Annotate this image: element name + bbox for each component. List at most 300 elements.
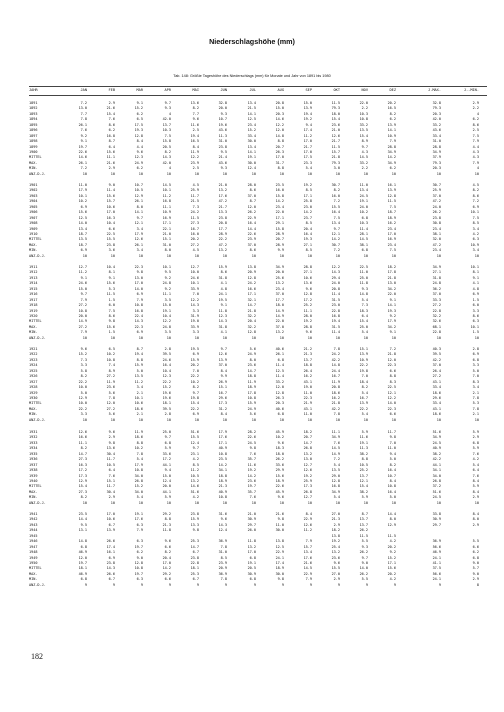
table-cell: 10.8 bbox=[247, 395, 256, 400]
table-cell: 42.2 bbox=[331, 406, 340, 411]
table-cell: 37.0 bbox=[247, 193, 256, 198]
table-cell: 9.7 bbox=[361, 555, 368, 560]
table-cell: 12.7 bbox=[190, 265, 199, 269]
table-cell: 33.6 bbox=[162, 451, 171, 456]
row-label: 1902 bbox=[29, 188, 38, 193]
table-cell: 7.8 bbox=[108, 395, 115, 400]
row-label: 1901 bbox=[29, 183, 38, 187]
table-cell: 27.0 bbox=[331, 512, 340, 516]
table-cell: 20.4 bbox=[247, 319, 256, 324]
table-cell: 10 bbox=[194, 253, 199, 258]
table-cell: 8.7 bbox=[361, 512, 368, 516]
table-cell: 4.3 bbox=[472, 155, 479, 160]
table-cell: 14.9 bbox=[275, 313, 284, 318]
table-cell: 36.9 bbox=[218, 571, 227, 576]
table-cell: 24.0 bbox=[432, 204, 441, 209]
table-cell: 20.2 bbox=[190, 237, 199, 242]
table-cell: 10.4 bbox=[106, 265, 115, 269]
table-cell: 22.1 bbox=[162, 226, 171, 231]
table-cell: 18.7 bbox=[78, 231, 87, 236]
table-cell: 10 bbox=[222, 335, 227, 340]
table-cell: 19.3 bbox=[303, 237, 312, 242]
table-cell: 22.0 bbox=[275, 319, 284, 324]
table-cell: 34.9 bbox=[331, 489, 340, 494]
table-cell: 23.0 bbox=[303, 204, 312, 209]
table-cell: 16.0 bbox=[331, 193, 340, 198]
table-cell: 5.4 bbox=[333, 495, 340, 500]
row-label: MIN. bbox=[29, 248, 38, 253]
table-cell: 4.1 bbox=[472, 281, 479, 286]
table-cell: 22.5 bbox=[387, 385, 396, 390]
table-cell: 26.2 bbox=[247, 210, 256, 215]
table-cell: 9.0 bbox=[361, 560, 368, 565]
table-cell: 11.9 bbox=[247, 379, 256, 384]
table-cell: 17.2 bbox=[162, 457, 171, 462]
table-cell: 27.1 bbox=[303, 242, 312, 247]
table-cell: 20.3 bbox=[432, 166, 441, 171]
table-cell: 16.6 bbox=[78, 435, 87, 440]
table-cell: 6.4 bbox=[108, 468, 115, 473]
table-cell: 13.9 bbox=[359, 352, 368, 357]
header-col-8: AUG bbox=[277, 88, 284, 92]
row-label: MITTEL bbox=[29, 237, 42, 242]
table-cell: 20.2 bbox=[387, 571, 396, 576]
table-cell: 9.6 bbox=[136, 149, 143, 154]
table-cell: 12.5 bbox=[247, 117, 256, 122]
table-cell: 20.4 bbox=[303, 226, 312, 231]
table-cell: 38.2 bbox=[359, 489, 368, 494]
table-cell: 17.0 bbox=[134, 281, 143, 286]
row-label: 1900 bbox=[29, 149, 38, 154]
table-cell: 25.0 bbox=[359, 324, 368, 329]
table-cell: 23.8 bbox=[432, 215, 441, 220]
table-cell: 6.7 bbox=[192, 577, 199, 582]
table-cell: 22.6 bbox=[78, 149, 87, 154]
table-cell: 10 bbox=[166, 171, 171, 176]
table-cell: 37.0 bbox=[275, 292, 284, 297]
table-cell: 9.6 bbox=[305, 286, 312, 291]
table-cell: 7.6 bbox=[249, 451, 256, 456]
table-cell: 10 bbox=[474, 335, 479, 340]
table-cell: 17.0 bbox=[106, 512, 115, 516]
table-cell: 6.2 bbox=[472, 117, 479, 122]
table-cell: 10 bbox=[335, 253, 340, 258]
table-cell: 15.5 bbox=[331, 566, 340, 571]
table-cell: 20.2 bbox=[387, 544, 396, 549]
table-cell: 15.7 bbox=[106, 199, 115, 204]
table-cell: 28.2 bbox=[247, 430, 256, 434]
table-cell: 51.6 bbox=[432, 489, 441, 494]
table-cell: 6.9 bbox=[80, 204, 87, 209]
table-cell: 28.0 bbox=[247, 183, 256, 187]
table-cell: 12.0 bbox=[78, 555, 87, 560]
table-cell: 23.3 bbox=[303, 160, 312, 165]
table-cell: 40.9 bbox=[218, 446, 227, 451]
table-cell: 31.6 bbox=[218, 512, 227, 516]
table-cell: 8.5 bbox=[305, 221, 312, 226]
table-cell: 13.2 bbox=[218, 188, 227, 193]
table-cell: 43.1 bbox=[432, 379, 441, 384]
table-cell: 10 bbox=[279, 171, 284, 176]
table-cell: 27.2 bbox=[106, 406, 115, 411]
table-cell: 10 bbox=[82, 253, 87, 258]
table-cell: 30.4 bbox=[106, 451, 115, 456]
table-cell: 33.8 bbox=[432, 512, 441, 516]
table-cell: 7.8 bbox=[136, 451, 143, 456]
table-cell: 10 bbox=[166, 417, 171, 422]
table-cell: 29.1 bbox=[275, 221, 284, 226]
table-cell: 14.7 bbox=[247, 368, 256, 373]
table-cell: 29.9 bbox=[275, 468, 284, 473]
table-cell: 4 bbox=[168, 166, 171, 171]
table-cell: 10 bbox=[251, 417, 256, 422]
table-cell: 12.7 bbox=[78, 265, 87, 269]
table-cell: 3.3 bbox=[80, 363, 87, 368]
table-cell: 17.8 bbox=[387, 270, 396, 275]
row-label: 1945 bbox=[29, 533, 38, 538]
table-cell: 11.0 bbox=[303, 412, 312, 417]
table-cell: 10 bbox=[222, 417, 227, 422]
table-cell: 14.0 bbox=[359, 566, 368, 571]
table-cell: 8.0 bbox=[472, 517, 479, 522]
table-cell: 24.8 bbox=[432, 281, 441, 286]
table-cell: 19.6 bbox=[162, 390, 171, 395]
table-cell: 18.6 bbox=[432, 412, 441, 417]
table-cell: 3.5 bbox=[164, 297, 171, 302]
table-cell: 16.3 bbox=[106, 215, 115, 220]
table-cell: 11.5 bbox=[106, 292, 115, 297]
row-label: 1895 bbox=[29, 122, 38, 127]
table-cell: 26.1 bbox=[134, 242, 143, 247]
table-cell: 45.9 bbox=[275, 489, 284, 494]
table-cell: 10 bbox=[307, 335, 312, 340]
table-cell: 11.4 bbox=[106, 188, 115, 193]
table-cell: 13.6 bbox=[106, 446, 115, 451]
table-cell: 4.2 bbox=[472, 457, 479, 462]
row-label: 1936 bbox=[29, 457, 38, 462]
table-cell: 8.6 bbox=[249, 188, 256, 193]
table-cell: 19.1 bbox=[359, 199, 368, 204]
table-cell: 10 bbox=[82, 171, 87, 176]
table-cell: 30.0 bbox=[275, 528, 284, 533]
table-cell: 37.9 bbox=[432, 155, 441, 160]
table-cell: 3.3 bbox=[192, 308, 199, 313]
table-cell: 15.4 bbox=[359, 319, 368, 324]
table-cell: 22.2 bbox=[359, 406, 368, 411]
table-cell: 5.9 bbox=[361, 430, 368, 434]
table-cell: 12.7 bbox=[303, 462, 312, 467]
row-label: 1934 bbox=[29, 446, 38, 451]
table-cell: 11.6 bbox=[359, 435, 368, 440]
table-cell: 31.5 bbox=[331, 324, 340, 329]
table-cell: 6.9 bbox=[80, 248, 87, 253]
table-cell: 2.8 bbox=[472, 347, 479, 351]
table-cell: 38.2 bbox=[432, 451, 441, 456]
table-cell: 7.6 bbox=[80, 128, 87, 133]
table-cell: 10.5 bbox=[134, 188, 143, 193]
decade-block bbox=[29, 265, 487, 341]
table-cell: 19.7 bbox=[134, 571, 143, 576]
header-col-7: JUL bbox=[249, 88, 256, 92]
table-cell: 8.5 bbox=[220, 555, 227, 560]
table-cell: 4.1 bbox=[220, 330, 227, 335]
row-label: MIN. bbox=[29, 330, 38, 335]
row-label: 1905 bbox=[29, 204, 38, 209]
table-cell: 7.9 bbox=[472, 160, 479, 165]
table-cell: 8.2 bbox=[361, 385, 368, 390]
table-cell: 9 bbox=[281, 582, 284, 587]
table-cell: 10.0 bbox=[78, 401, 87, 406]
table-cell: 6.8 bbox=[249, 555, 256, 560]
table-cell: 10.8 bbox=[387, 484, 396, 489]
table-cell: 14.1 bbox=[134, 210, 143, 215]
table-cell: 24.9 bbox=[247, 352, 256, 357]
table-cell: 17.3 bbox=[218, 401, 227, 406]
table-cell: 9.0 bbox=[136, 555, 143, 560]
table-cell: 21.6 bbox=[106, 160, 115, 165]
table-cell: 17.1 bbox=[162, 221, 171, 226]
table-cell: 31.9 bbox=[190, 313, 199, 318]
table-cell: 23.0 bbox=[331, 303, 340, 308]
table-cell: 10 bbox=[436, 417, 441, 422]
table-cell: 11.4 bbox=[275, 363, 284, 368]
table-cell: 6.4 bbox=[108, 144, 115, 149]
table-cell: 6.9 bbox=[472, 204, 479, 209]
table-cell: 8.3 bbox=[472, 379, 479, 384]
table-cell: 12.8 bbox=[303, 292, 312, 297]
row-label: 1912 bbox=[29, 270, 38, 275]
table-cell: 9.6 bbox=[305, 330, 312, 335]
table-cell: 11.5 bbox=[331, 101, 340, 105]
table-cell: 7.8 bbox=[80, 117, 87, 122]
table-cell: 14.9 bbox=[331, 451, 340, 456]
row-label: 1908 bbox=[29, 221, 38, 226]
table-cell: 6.4 bbox=[472, 468, 479, 473]
table-cell: 23.4 bbox=[387, 242, 396, 247]
table-cell: 10 bbox=[307, 253, 312, 258]
table-cell: 20.0 bbox=[162, 484, 171, 489]
table-cell: 9.8 bbox=[389, 435, 396, 440]
table-cell: 19.7 bbox=[78, 144, 87, 149]
table-cell: 12.5 bbox=[78, 215, 87, 220]
table-cell: 9 bbox=[253, 582, 256, 587]
row-label: ANZ.D.J. bbox=[29, 582, 46, 587]
table-row bbox=[29, 583, 487, 588]
table-cell: 13.2 bbox=[275, 330, 284, 335]
table-cell: 46.9 bbox=[78, 571, 87, 576]
table-cell: 17.0 bbox=[275, 155, 284, 160]
table-cell: 12.8 bbox=[134, 560, 143, 565]
table-cell: 10.8 bbox=[218, 495, 227, 500]
table-cell: 16.0 bbox=[275, 188, 284, 193]
table-cell: 7.7 bbox=[80, 111, 87, 116]
table-cell: 23.4 bbox=[247, 122, 256, 127]
table-cell: 11.1 bbox=[162, 204, 171, 209]
table-cell: 21.0 bbox=[331, 128, 340, 133]
table-cell: 13.2 bbox=[247, 544, 256, 549]
table-cell: 20.3 bbox=[432, 111, 441, 116]
table-cell: 23.5 bbox=[218, 457, 227, 462]
table-cell: 32.8 bbox=[218, 101, 227, 105]
table-cell: 5.0 bbox=[80, 390, 87, 395]
table-cell: 6.8 bbox=[249, 577, 256, 582]
table-cell: 2.9 bbox=[472, 577, 479, 582]
table-cell: 12.1 bbox=[359, 478, 368, 483]
table-cell: 34.1 bbox=[218, 468, 227, 473]
table-cell: 23.6 bbox=[331, 555, 340, 560]
table-cell: 6.9 bbox=[108, 555, 115, 560]
table-cell: 6.8 bbox=[361, 248, 368, 253]
table-cell: 16.1 bbox=[387, 183, 396, 187]
table-cell: 21.5 bbox=[190, 199, 199, 204]
table-cell: 19.2 bbox=[303, 473, 312, 478]
row-label: 1925 bbox=[29, 368, 38, 373]
table-cell: 10.8 bbox=[134, 468, 143, 473]
table-cell: 3.4 bbox=[472, 226, 479, 231]
table-cell: 2.9 bbox=[472, 101, 479, 105]
table-cell: 15.1 bbox=[218, 385, 227, 390]
table-cell: 40.9 bbox=[432, 446, 441, 451]
table-cell: 18.2 bbox=[303, 430, 312, 434]
table-cell: 36.2 bbox=[432, 286, 441, 291]
table-cell: 15.5 bbox=[106, 237, 115, 242]
table-cell: 26.1 bbox=[275, 352, 284, 357]
table-cell: 18.3 bbox=[275, 446, 284, 451]
table-cell: 21.3 bbox=[331, 517, 340, 522]
table-cell: 18.6 bbox=[134, 435, 143, 440]
table-cell: 13.1 bbox=[78, 528, 87, 533]
table-cell: 19.0 bbox=[190, 319, 199, 324]
row-label: MIN. bbox=[29, 495, 38, 500]
table-cell: 9 bbox=[112, 582, 115, 587]
table-cell: 5.0 bbox=[389, 457, 396, 462]
table-cell: 15.0 bbox=[303, 101, 312, 105]
table-cell: 10 bbox=[391, 417, 396, 422]
table-cell: 29.6 bbox=[432, 395, 441, 400]
table-cell: 21.5 bbox=[247, 106, 256, 111]
table-cell: 8.2 bbox=[164, 149, 171, 154]
row-label: MITTEL bbox=[29, 319, 42, 324]
table-cell: 10.1 bbox=[162, 188, 171, 193]
table-cell: 30.9 bbox=[432, 517, 441, 522]
table-cell: 17.1 bbox=[387, 560, 396, 565]
table-cell: 11.5 bbox=[387, 199, 396, 204]
table-cell: 5.4 bbox=[361, 390, 368, 395]
header-col-10: OKT bbox=[333, 88, 340, 92]
table-cell: 23.9 bbox=[190, 160, 199, 165]
table-cell: 4.2 bbox=[389, 539, 396, 544]
table-cell: 8.4 bbox=[389, 478, 396, 483]
table-cell: 6.8 bbox=[277, 412, 284, 417]
table-cell: 22.2 bbox=[190, 406, 199, 411]
table-cell: 13.0 bbox=[303, 457, 312, 462]
table-cell: 16.8 bbox=[331, 484, 340, 489]
table-cell: 9.3 bbox=[220, 166, 227, 171]
row-label: 1924 bbox=[29, 363, 38, 368]
table-cell: 11.0 bbox=[78, 183, 87, 187]
table-cell: 28.8 bbox=[387, 144, 396, 149]
page-title: Niederschlagshöhe (mm) bbox=[209, 37, 295, 46]
table-cell: 6.6 bbox=[389, 368, 396, 373]
table-cell: 10 bbox=[138, 335, 143, 340]
table-cell: 10.1 bbox=[78, 193, 87, 198]
table-cell: 6.3 bbox=[472, 319, 479, 324]
table-cell: 38.1 bbox=[359, 242, 368, 247]
header-col-2: FEB bbox=[108, 88, 115, 92]
table-cell: 5.6 bbox=[249, 412, 256, 417]
table-cell: 79.3 bbox=[331, 160, 340, 165]
table-cell: 16.9 bbox=[162, 215, 171, 220]
table-cell: 22.5 bbox=[106, 231, 115, 236]
table-cell: 17.9 bbox=[134, 231, 143, 236]
table-cell: 15.2 bbox=[387, 555, 396, 560]
table-cell: 8.6 bbox=[108, 313, 115, 318]
table-cell: 43.1 bbox=[303, 379, 312, 384]
row-label: 1898 bbox=[29, 139, 38, 144]
table-cell: 5.4 bbox=[361, 412, 368, 417]
table-cell: 18.1 bbox=[190, 566, 199, 571]
table-cell: 19.1 bbox=[247, 560, 256, 565]
table-cell: 15.2 bbox=[78, 352, 87, 357]
table-cell: 5.6 bbox=[108, 390, 115, 395]
table-cell: 9.5 bbox=[220, 149, 227, 154]
table-cell: 18.9 bbox=[275, 478, 284, 483]
table-cell: 12.0 bbox=[387, 357, 396, 362]
table-cell: 30.7 bbox=[331, 242, 340, 247]
table-cell: 26.8 bbox=[134, 478, 143, 483]
table-cell: 18.0 bbox=[275, 303, 284, 308]
table-cell: 25.8 bbox=[303, 199, 312, 204]
table-cell: 7.6 bbox=[108, 117, 115, 122]
table-cell: 14.7 bbox=[190, 544, 199, 549]
table-cell: 20.8 bbox=[331, 385, 340, 390]
table-cell: 5.0 bbox=[136, 368, 143, 373]
table-cell: 45.9 bbox=[275, 430, 284, 434]
table-cell: 10 bbox=[251, 171, 256, 176]
table-cell: 7.0 bbox=[192, 368, 199, 373]
table-cell: 10.2 bbox=[190, 379, 199, 384]
table-cell: 11.0 bbox=[303, 390, 312, 395]
table-cell: 10 bbox=[279, 335, 284, 340]
table-cell: 6.8 bbox=[472, 555, 479, 560]
table-cell: 6.9 bbox=[136, 292, 143, 297]
table-cell: 8.4 bbox=[192, 144, 199, 149]
table-cell: 12.4 bbox=[190, 440, 199, 445]
table-cell: 10 bbox=[166, 253, 171, 258]
row-label: 1922 bbox=[29, 352, 38, 357]
table-cell: 35.7 bbox=[247, 489, 256, 494]
table-cell: 24.9 bbox=[134, 160, 143, 165]
table-cell: 19.7 bbox=[247, 484, 256, 489]
table-cell: 5.9 bbox=[164, 495, 171, 500]
table-cell: 9.3 bbox=[220, 111, 227, 116]
table-cell: 13.9 bbox=[218, 357, 227, 362]
table-cell: 17.0 bbox=[106, 210, 115, 215]
table-cell: 17.4 bbox=[303, 128, 312, 133]
table-cell: 12.6 bbox=[78, 430, 87, 434]
table-cell: 13.2 bbox=[190, 478, 199, 483]
table-cell: 26.2 bbox=[275, 457, 284, 462]
table-cell: 7.9 bbox=[305, 577, 312, 582]
table-cell: 9.9 bbox=[277, 248, 284, 253]
table-cell: 2.9 bbox=[472, 522, 479, 527]
table-cell: 11.7 bbox=[106, 484, 115, 489]
table-cell: 10.2 bbox=[78, 199, 87, 204]
table-cell: 7.8 bbox=[333, 412, 340, 417]
table-cell: 4 bbox=[476, 166, 479, 171]
row-label: 1928 bbox=[29, 385, 38, 390]
table-cell: 5.9 bbox=[472, 484, 479, 489]
